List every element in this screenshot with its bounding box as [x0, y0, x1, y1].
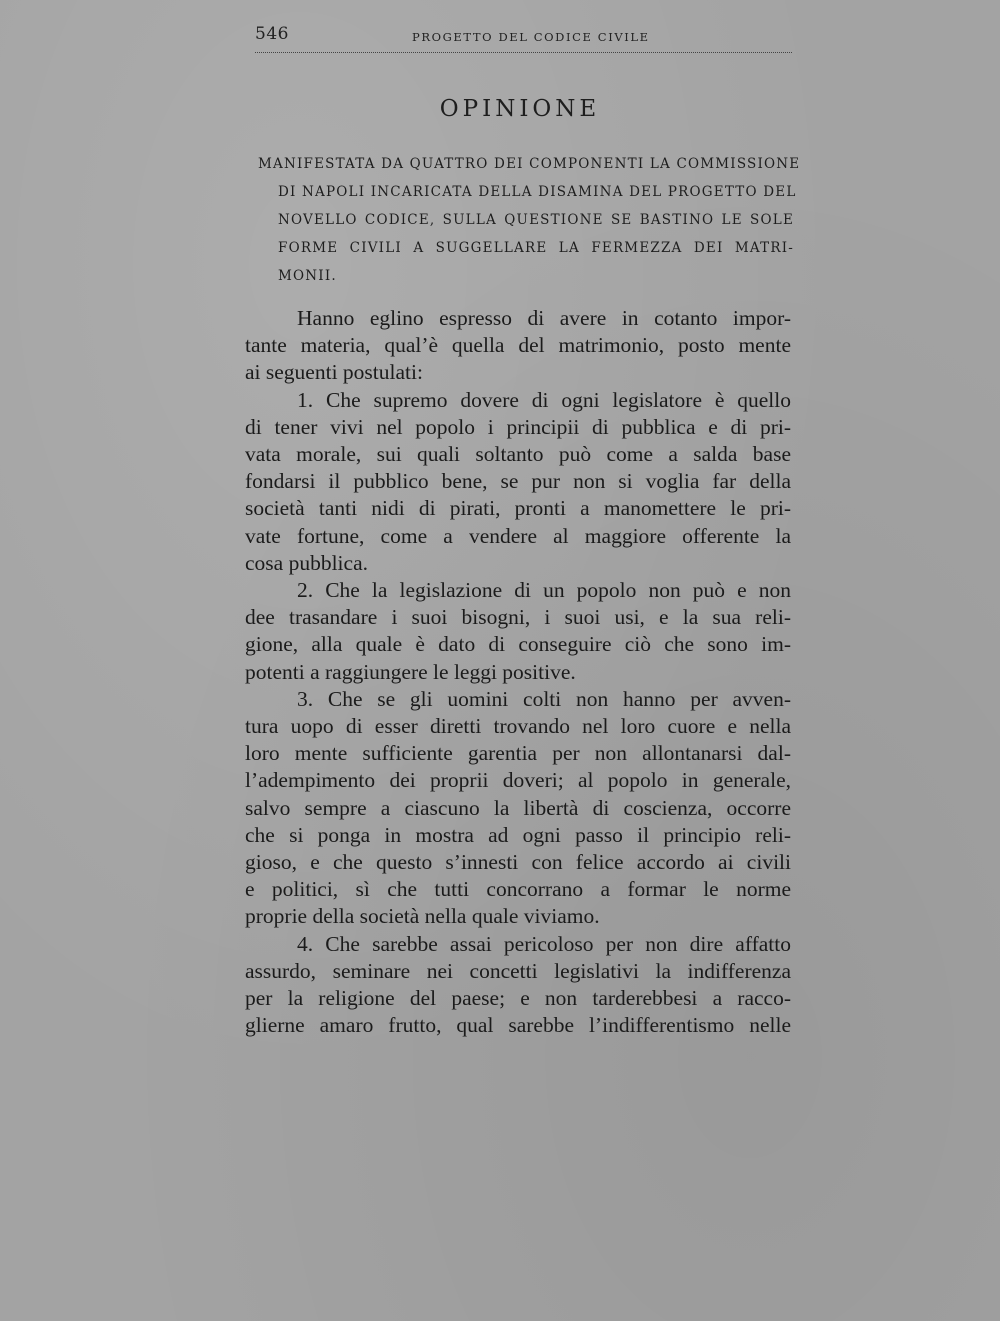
body-line: tura uopo di esser diretti trovando nel loro cuore e nella [245, 714, 791, 739]
subtitle-line: MONII. [278, 268, 337, 284]
subtitle-line: MANIFESTATA DA QUATTRO DEI COMPONENTI LA COMMISSIONE [258, 156, 801, 172]
body-line: l’adempimento dei proprii doveri; al popolo in generale, [245, 768, 791, 793]
body-line: vata morale, sui quali soltanto può come a salda base [245, 442, 791, 467]
section-subtitle [258, 150, 801, 290]
body-line: vate fortune, come a vendere al maggiore offerente la [245, 523, 791, 548]
body-line: e politici, sì che tutti concorrano a formar le norme [245, 877, 791, 902]
body-line: 2. Che la legislazione di un popolo non può e non [297, 578, 791, 603]
subtitle-line: NOVELLO CODICE, SULLA QUESTIONE SE BASTINO LE SOLE [278, 212, 794, 228]
running-title: PROGETTO DEL CODICE CIVILE [412, 30, 650, 44]
body-line: di tener vivi nel popolo i principii di pubblica e di pri- [245, 414, 791, 439]
body-line: potenti a raggiungere le leggi positive. [245, 659, 576, 684]
body-line: che si ponga in mostra ad ogni passo il principio reli- [245, 822, 791, 847]
body-text [245, 305, 791, 1039]
running-head [255, 22, 792, 62]
body-line: ai seguenti postulati: [245, 360, 423, 385]
body-line: proprie della società nella quale viviamo. [245, 904, 600, 929]
body-line: cosa pubblica. [245, 550, 368, 575]
body-line: dee trasandare i suoi bisogni, i suoi usi, e la sua reli- [245, 605, 791, 630]
body-line: gioso, e che questo s’innesti con felice accordo ai civili [245, 850, 791, 875]
body-line: gione, alla quale è dato di conseguire ciò che sono im- [245, 632, 791, 657]
body-line: salvo sempre a ciascuno la libertà di coscienza, occorre [245, 795, 791, 820]
body-line: glierne amaro frutto, qual sarebbe l’indifferentismo nelle [245, 1013, 791, 1038]
body-line: fondarsi il pubblico bene, se pur non si voglia far della [245, 469, 791, 494]
body-line: società tanti nidi di pirati, pronti a manomettere le pri- [245, 496, 791, 521]
body-line: loro mente sufficiente garentia per non allontanarsi dal- [245, 741, 791, 766]
subtitle-line: DI NAPOLI INCARICATA DELLA DISAMINA DEL PROGETTO DEL [278, 184, 797, 200]
body-line: tante materia, qual’è quella del matrimonio, posto mente [245, 333, 791, 358]
body-line: 4. Che sarebbe assai pericoloso per non dire affatto [297, 931, 791, 956]
body-line: 1. Che supremo dovere di ogni legislatore è quello [297, 387, 791, 412]
body-line: Hanno eglino espresso di avere in cotanto impor- [297, 306, 791, 330]
body-line: assurdo, seminare nei concetti legislativi la indifferenza [245, 958, 791, 983]
section-title: OPINIONE [439, 96, 601, 122]
body-line: 3. Che se gli uomini colti non hanno per avven- [297, 686, 791, 711]
body-line: per la religione del paese; e non tarderebbesi a racco- [245, 986, 791, 1011]
page-number: 546 [255, 24, 289, 44]
header-rule [255, 52, 792, 53]
subtitle-line: FORME CIVILI A SUGGELLARE LA FERMEZZA DEI MATRI- [278, 240, 794, 256]
